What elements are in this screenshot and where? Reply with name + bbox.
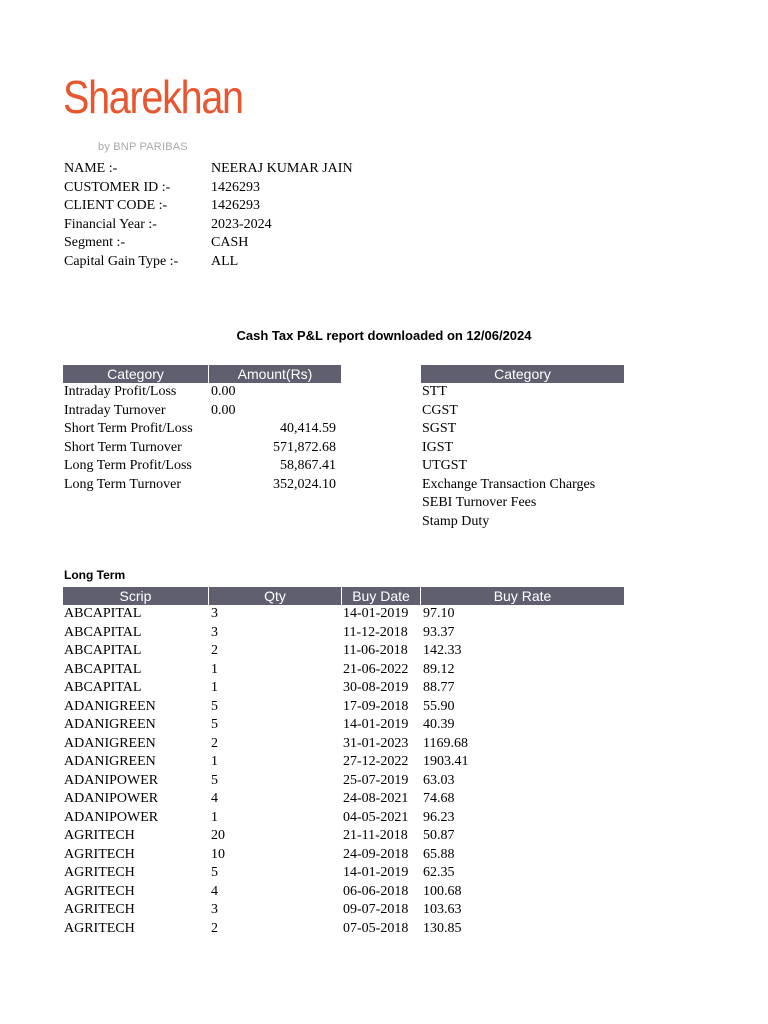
report-title: Cash Tax P&L report downloaded on 12/06/2024 xyxy=(236,328,532,343)
table-row xyxy=(422,439,642,458)
buy-rate-cell: 50.87 xyxy=(423,828,455,843)
header-qty: Qty xyxy=(209,587,342,605)
summary-category: Intraday Profit/Loss xyxy=(64,384,177,399)
sharekhan-logo: Sharekhan xyxy=(63,71,243,123)
summary-category: Short Term Turnover xyxy=(64,439,182,455)
summary-amount: 352,024.10 xyxy=(273,476,336,492)
table-row xyxy=(64,457,364,476)
long-term-table xyxy=(64,605,644,938)
summary-amount: 571,872.68 xyxy=(273,439,336,455)
buy-date-cell: 25-07-2019 xyxy=(343,772,409,788)
qty-cell: 5 xyxy=(211,772,218,788)
table-row xyxy=(422,420,642,439)
buy-date-cell: 27-12-2022 xyxy=(343,754,409,769)
qty-cell: 2 xyxy=(211,735,218,751)
table-row xyxy=(64,605,644,624)
long-term-table-header xyxy=(63,587,624,605)
buy-date-cell: 14-01-2019 xyxy=(343,606,409,621)
qty-cell: 2 xyxy=(211,643,218,658)
qty-cell: 1 xyxy=(211,680,218,695)
scrip-cell: ABCAPITAL xyxy=(64,661,142,677)
header-buy-rate: Buy Rate xyxy=(493,588,552,604)
table-row xyxy=(64,883,644,902)
table-row xyxy=(422,402,642,421)
charges-table xyxy=(422,383,642,531)
charge-item: Stamp Duty xyxy=(422,513,490,529)
table-row xyxy=(64,772,644,791)
summary-header-category: Category xyxy=(63,365,209,383)
info-row-name xyxy=(64,160,353,179)
table-row xyxy=(64,402,364,421)
qty-cell: 1 xyxy=(211,754,218,769)
summary-amount: 40,414.59 xyxy=(280,421,336,436)
buy-date-cell: 17-09-2018 xyxy=(343,698,409,714)
buy-rate-cell: 89.12 xyxy=(423,661,455,677)
scrip-cell: ADANIPOWER xyxy=(64,791,159,806)
table-row xyxy=(64,753,644,772)
table-row xyxy=(422,457,642,476)
summary-table-header xyxy=(63,365,341,383)
info-label: Financial Year :- xyxy=(64,216,157,232)
scrip-cell: ADANIGREEN xyxy=(64,754,156,769)
table-row xyxy=(64,476,364,495)
summary-amount: 0.00 xyxy=(211,384,236,399)
table-row xyxy=(64,698,644,717)
scrip-cell: AGRITECH xyxy=(64,846,135,862)
buy-date-cell: 07-05-2018 xyxy=(343,920,409,936)
charge-item: Exchange Transaction Charges xyxy=(422,476,596,492)
table-row xyxy=(64,661,644,680)
table-row xyxy=(64,920,644,939)
table-row xyxy=(64,642,644,661)
header-scrip: Scrip xyxy=(63,587,209,605)
table-row xyxy=(64,383,364,402)
table-row xyxy=(64,735,644,754)
charge-item: CGST xyxy=(422,402,458,418)
logo-tagline: by BNP PARIBAS xyxy=(98,141,188,153)
qty-cell: 1 xyxy=(211,661,218,677)
info-row-segment xyxy=(64,234,353,253)
info-row-financial-year xyxy=(64,216,353,235)
scrip-cell: AGRITECH xyxy=(64,902,135,917)
buy-date-cell: 06-06-2018 xyxy=(343,883,409,899)
scrip-cell: ABCAPITAL xyxy=(64,643,142,658)
info-value: NEERAJ KUMAR JAIN xyxy=(211,161,353,176)
scrip-cell: ABCAPITAL xyxy=(64,624,142,640)
qty-cell: 3 xyxy=(211,624,218,640)
buy-date-cell: 31-01-2023 xyxy=(343,735,409,751)
table-row xyxy=(64,716,644,735)
buy-rate-cell: 55.90 xyxy=(423,698,455,714)
buy-date-cell: 21-06-2022 xyxy=(343,661,409,677)
info-label: CLIENT CODE :- xyxy=(64,198,168,213)
buy-date-cell: 30-08-2019 xyxy=(343,680,409,695)
buy-rate-cell: 62.35 xyxy=(423,865,455,880)
header-buy-date: Buy Date xyxy=(342,587,421,605)
qty-cell: 2 xyxy=(211,920,218,936)
table-row xyxy=(64,790,644,809)
qty-cell: 1 xyxy=(211,809,218,825)
qty-cell: 5 xyxy=(211,865,218,880)
buy-date-cell: 09-07-2018 xyxy=(343,902,409,917)
table-row xyxy=(64,809,644,828)
table-row xyxy=(64,439,364,458)
buy-rate-cell: 97.10 xyxy=(423,606,455,621)
buy-rate-cell: 100.68 xyxy=(423,883,462,899)
info-value: CASH xyxy=(211,235,249,250)
table-row xyxy=(64,420,364,439)
buy-date-cell: 11-12-2018 xyxy=(343,624,408,640)
qty-cell: 5 xyxy=(211,698,218,714)
scrip-cell: ADANIGREEN xyxy=(64,698,156,714)
scrip-cell: ABCAPITAL xyxy=(64,606,142,621)
scrip-cell: ADANIGREEN xyxy=(64,717,156,732)
table-row xyxy=(64,624,644,643)
info-value: 2023-2024 xyxy=(211,216,272,232)
charges-header-category: Category xyxy=(494,366,551,382)
table-row xyxy=(422,494,642,513)
buy-date-cell: 24-08-2021 xyxy=(343,791,409,806)
summary-category: Long Term Turnover xyxy=(64,476,181,492)
charges-table-header xyxy=(421,365,624,383)
summary-category: Intraday Turnover xyxy=(64,402,166,418)
summary-category: Short Term Profit/Loss xyxy=(64,421,193,436)
charge-item: IGST xyxy=(422,439,454,455)
info-value: 1426293 xyxy=(211,198,260,213)
qty-cell: 3 xyxy=(211,606,218,621)
qty-cell: 10 xyxy=(211,846,225,862)
table-row xyxy=(64,827,644,846)
buy-rate-cell: 1169.68 xyxy=(423,735,468,751)
scrip-cell: AGRITECH xyxy=(64,920,135,936)
table-row xyxy=(64,846,644,865)
buy-rate-cell: 93.37 xyxy=(423,624,455,640)
scrip-cell: ADANIGREEN xyxy=(64,735,156,751)
info-label: CUSTOMER ID :- xyxy=(64,179,171,195)
buy-rate-cell: 96.23 xyxy=(423,809,455,825)
scrip-cell: ADANIPOWER xyxy=(64,809,159,825)
buy-rate-cell: 130.85 xyxy=(423,920,462,936)
buy-date-cell: 11-06-2018 xyxy=(343,643,408,658)
info-label: Segment :- xyxy=(64,235,126,250)
buy-date-cell: 14-01-2019 xyxy=(343,717,409,732)
qty-cell: 5 xyxy=(211,717,218,732)
qty-cell: 3 xyxy=(211,902,218,917)
table-row xyxy=(422,476,642,495)
buy-date-cell: 24-09-2018 xyxy=(343,846,409,862)
summary-header-amount: Amount(Rs) xyxy=(237,366,313,382)
scrip-cell: AGRITECH xyxy=(64,828,135,843)
buy-rate-cell: 1903.41 xyxy=(423,754,469,769)
table-row xyxy=(64,901,644,920)
summary-amount: 0.00 xyxy=(211,402,236,418)
buy-rate-cell: 142.33 xyxy=(423,643,462,658)
buy-rate-cell: 63.03 xyxy=(423,772,455,788)
buy-rate-cell: 65.88 xyxy=(423,846,455,862)
charge-item: STT xyxy=(422,384,447,399)
buy-date-cell: 14-01-2019 xyxy=(343,865,409,880)
charge-item: SGST xyxy=(422,421,457,436)
buy-rate-cell: 103.63 xyxy=(423,902,462,917)
buy-rate-cell: 74.68 xyxy=(423,791,455,806)
buy-rate-cell: 88.77 xyxy=(423,680,455,695)
qty-cell: 4 xyxy=(211,791,218,806)
scrip-cell: AGRITECH xyxy=(64,865,135,880)
info-row-customer-id xyxy=(64,179,353,198)
table-row xyxy=(64,864,644,883)
table-row xyxy=(422,383,642,402)
qty-cell: 20 xyxy=(211,828,225,843)
summary-amount: 58,867.41 xyxy=(280,458,336,473)
buy-rate-cell: 40.39 xyxy=(423,717,455,732)
info-label: NAME :- xyxy=(64,161,118,176)
charge-item: SEBI Turnover Fees xyxy=(422,495,537,510)
info-row-client-code xyxy=(64,197,353,216)
info-label: Capital Gain Type :- xyxy=(64,253,179,269)
customer-info xyxy=(64,160,353,271)
table-row xyxy=(64,679,644,698)
buy-date-cell: 21-11-2018 xyxy=(343,828,408,843)
info-value: 1426293 xyxy=(211,179,260,195)
scrip-cell: ABCAPITAL xyxy=(64,680,142,695)
scrip-cell: ADANIPOWER xyxy=(64,772,159,788)
charge-item: UTGST xyxy=(422,458,468,473)
table-row xyxy=(422,513,642,532)
qty-cell: 4 xyxy=(211,883,218,899)
summary-table xyxy=(64,383,364,494)
buy-date-cell: 04-05-2021 xyxy=(343,809,409,825)
info-value: ALL xyxy=(211,253,239,269)
summary-category: Long Term Profit/Loss xyxy=(64,458,192,473)
long-term-title: Long Term xyxy=(64,568,126,582)
scrip-cell: AGRITECH xyxy=(64,883,135,899)
info-row-capital-gain-type xyxy=(64,253,353,272)
